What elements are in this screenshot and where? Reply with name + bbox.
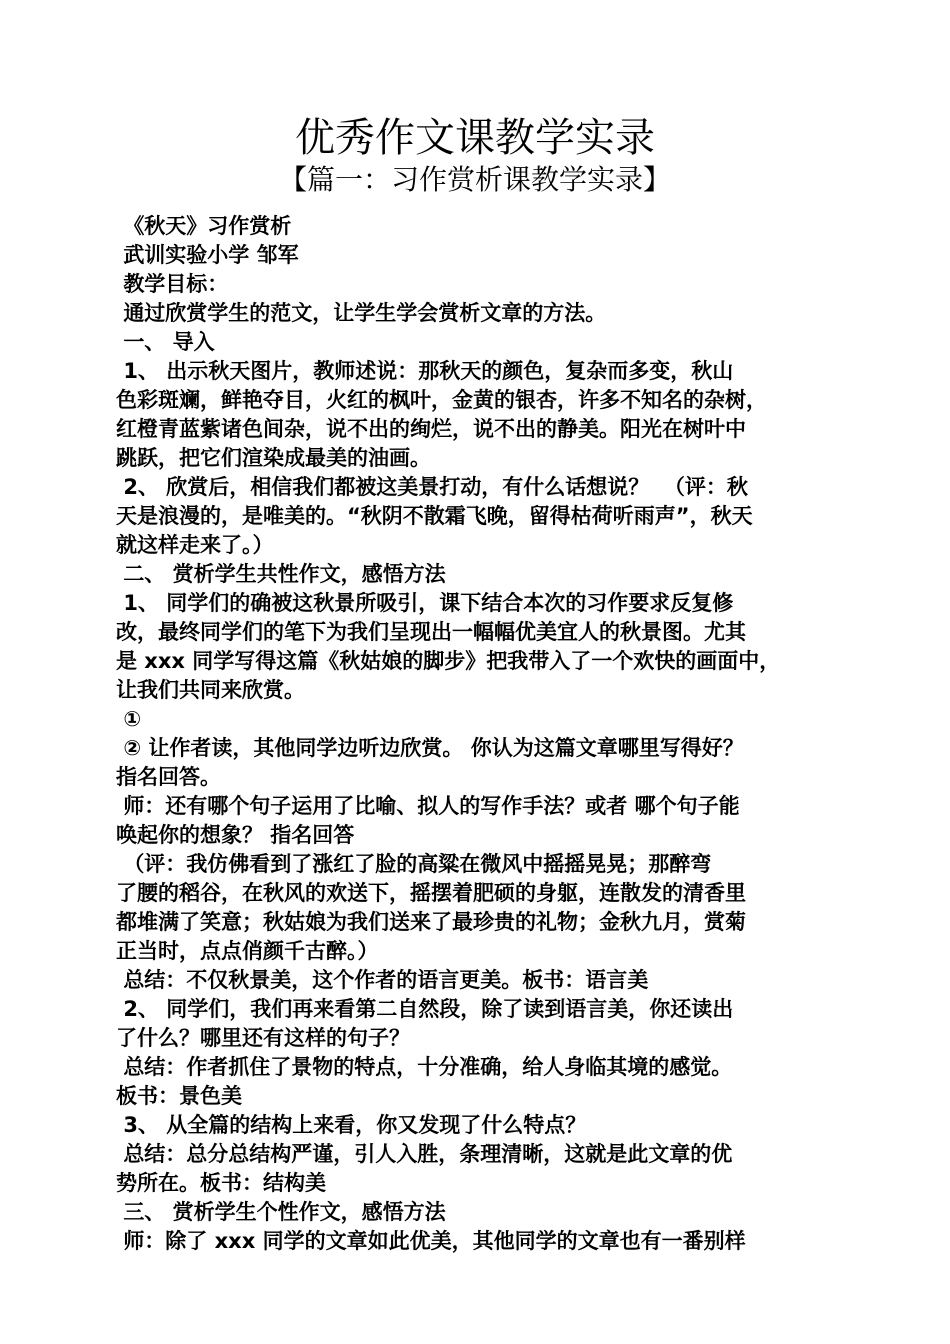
text-line: 都堆满了笑意；秋姑娘为我们送来了最珍贵的礼物；金秋九月，赏菊 [116,910,746,934]
text-line: 正当时，点点俏颜千古醉。） [116,939,379,963]
text-line: 2、 欣赏后，相信我们都被这美景打动，有什么话想说？ （评：秋 [116,475,748,499]
text-line: 是 xxx 同学写得这篇《秋姑娘的脚步》把我带入了一个欢快的画面中， [116,649,781,673]
text-line: 跳跃，把它们渲染成最美的油画。 [116,446,431,470]
text-line: 二、 赏析学生共性作文，感悟方法 [116,562,446,586]
text-line: ① [116,707,142,731]
text-line: 让我们共同来欣赏。 [116,678,305,702]
text-line: 1、 出示秋天图片，教师述说：那秋天的颜色，复杂而多变，秋山 [116,359,734,383]
text-line: 势所在。板书：结构美 [116,1171,326,1195]
text-line: ② 让作者读，其他同学边听边欣赏。 你认为这篇文章哪里写得好？ [116,736,744,760]
text-line: 武训实验小学 邹军 [116,243,299,267]
page-title: 优秀作文课教学实录 [295,115,655,161]
text-line: 改，最终同学们的笔下为我们呈现出一幅幅优美宜人的秋景图。尤其 [116,620,746,644]
text-line: 红橙青蓝紫诸色间杂，说不出的绚烂，说不出的静美。阳光在树叶中 [116,417,746,441]
text-line: 总结：作者抓住了景物的特点，十分准确，给人身临其境的感觉。 [116,1055,733,1079]
text-line: 就这样走来了。） [116,533,274,557]
text-line: 通过欣赏学生的范文，让学生学会赏析文章的方法。 [116,301,607,325]
text-line: 一、 导入 [116,330,215,354]
text-line: 总结：不仅秋景美，这个作者的语言更美。板书：语言美 [116,968,649,992]
text-line: 总结：总分总结构严谨，引人入胜，条理清晰，这就是此文章的优 [116,1142,733,1166]
text-line: 板书：景色美 [116,1084,242,1108]
text-line: 天是浪漫的，是唯美的。“秋阴不散霜飞晚，留得枯荷听雨声”，秋天 [116,504,753,528]
text-line: 3、 从全篇的结构上来看，你又发现了什么特点？ [116,1113,587,1137]
text-line: 1、 同学们的确被这秋景所吸引，课下结合本次的习作要求反复修 [116,591,734,615]
text-line: 师：除了 xxx 同学的文章如此优美，其他同学的文章也有一番别样 [116,1229,746,1253]
document-body [116,212,836,1256]
text-line: 了腰的稻谷，在秋风的欢送下，摇摆着肥硕的身躯，连散发的清香里 [116,881,746,905]
text-line: 2、 同学们，我们再来看第二自然段，除了读到语言美，你还读出 [116,997,734,1021]
text-line: 《秋天》习作赏析 [116,214,292,238]
text-line: 师：还有哪个句子运用了比喻、拟人的写作手法？或者 哪个句子能 [116,794,740,818]
text-line: 唤起你的想象？ 指名回答 [116,823,355,847]
text-line: 了什么？哪里还有这样的句子？ [116,1026,410,1050]
text-line: 三、 赏析学生个性作文，感悟方法 [116,1200,446,1224]
text-line: （评：我仿佛看到了涨红了脸的高粱在微风中摇摇晃晃；那醉弯 [116,852,712,876]
page-subtitle: 【篇一：习作赏析课教学实录】 [278,163,671,196]
text-line: 色彩斑斓，鲜艳夺目，火红的枫叶，金黄的银杏，许多不知名的杂树， [116,388,767,412]
text-line: 教学目标： [116,272,229,296]
text-line: 指名回答。 [116,765,221,789]
